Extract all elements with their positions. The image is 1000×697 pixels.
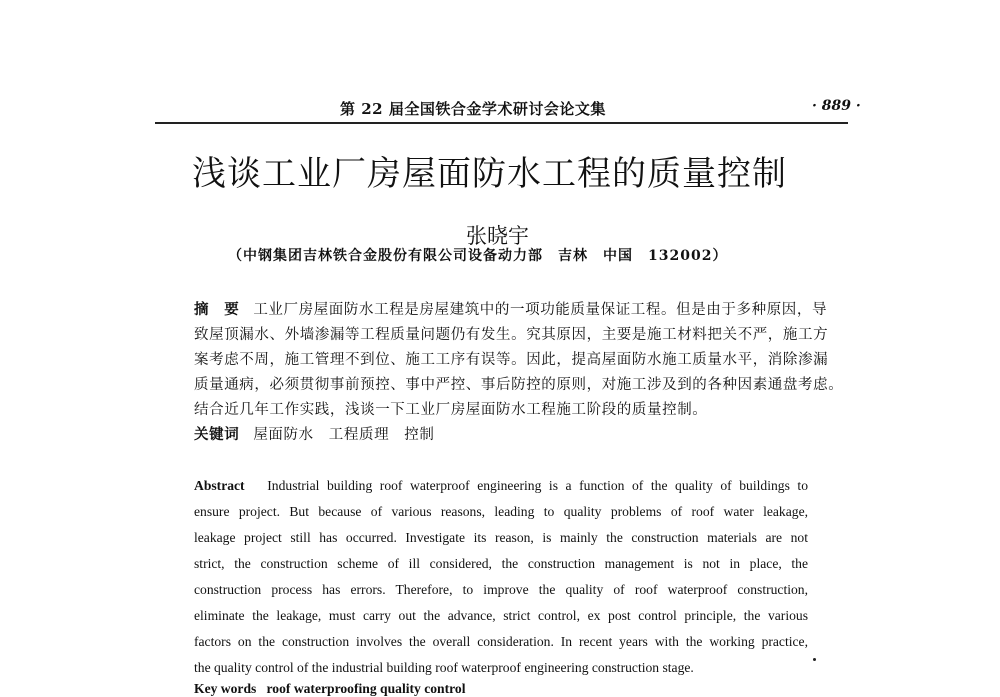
abstract-cn-line: 质量通病，必须贯彻事前预控、事中严控、事后防控的原则，对施工涉及到的各种因素通盘考虑。 bbox=[194, 377, 844, 393]
abstract-en-line: construction process has errors. Therefore, to improve the quality of roof waterproof construction, bbox=[194, 582, 808, 597]
scan-speck bbox=[813, 658, 816, 661]
abstract-en-line: strict, the construction scheme of ill considered, the construction management is not in place, the bbox=[194, 556, 808, 571]
abstract-cn-line: 案考虑不周，施工管理不到位、施工工序有误等。因此，提高屋面防水施工质量水平，消除渗漏 bbox=[194, 352, 829, 368]
abstract-cn-line bbox=[194, 298, 827, 319]
abstract-cn-text: 工业厂房屋面防水工程是房屋建筑中的一项功能质量保证工程。但是由于多种原因，导 bbox=[253, 302, 828, 318]
header-rule bbox=[155, 122, 848, 124]
abstract-en-line: eliminate the leakage, must carry out the advance, strict control, ex post control principle, the various bbox=[194, 608, 808, 623]
abstract-en-line: factors on the construction involves the overall consideration. In recent years with the working practice, bbox=[194, 634, 808, 649]
abstract-en-line: the quality control of the industrial building roof waterproof engineering construction stage. bbox=[194, 660, 694, 675]
keywords-cn bbox=[194, 423, 435, 444]
paper-title: 浅谈工业厂房屋面防水工程的质量控制 bbox=[192, 154, 787, 194]
abstract-cn-label: 摘 要 bbox=[194, 302, 240, 318]
affiliation: （中钢集团吉林铁合金股份有限公司设备动力部 吉林 中国 132002） bbox=[228, 248, 728, 264]
abstract-en-label: Abstract bbox=[194, 478, 245, 493]
running-head: 第 22 届全国铁合金学术研讨会论文集 bbox=[340, 100, 606, 118]
keywords-en bbox=[194, 681, 808, 697]
abstract-cn-line: 结合近几年工作实践，浅谈一下工业厂房屋面防水工程施工阶段的质量控制。 bbox=[194, 402, 708, 418]
abstract-cn-line: 致屋顶漏水、外墙渗漏等工程质量问题仍有发生。究其原因，主要是施工材料把关不严，施工方 bbox=[194, 327, 829, 343]
abstract-en-text: Industrial building roof waterproof engineering is a function of the quality of buildings to bbox=[267, 478, 808, 493]
author: 张晓宇 bbox=[466, 224, 529, 248]
keywords-cn-label: 关键词 bbox=[194, 427, 240, 443]
keywords-en-terms: roof waterproofing quality control bbox=[266, 681, 466, 696]
abstract-en-line: ensure project. But because of various reasons, leading to quality problems of roof water leakage, bbox=[194, 504, 808, 519]
page-number: · 889 · bbox=[812, 98, 861, 114]
keywords-en-label: Key words bbox=[194, 681, 257, 696]
keywords-cn-terms: 屋面防水 工程质理 控制 bbox=[253, 427, 435, 443]
abstract-en-line: leakage project still has occurred. Investigate its reason, is mainly the construction materials are not bbox=[194, 530, 808, 545]
abstract-en-line bbox=[194, 478, 808, 494]
